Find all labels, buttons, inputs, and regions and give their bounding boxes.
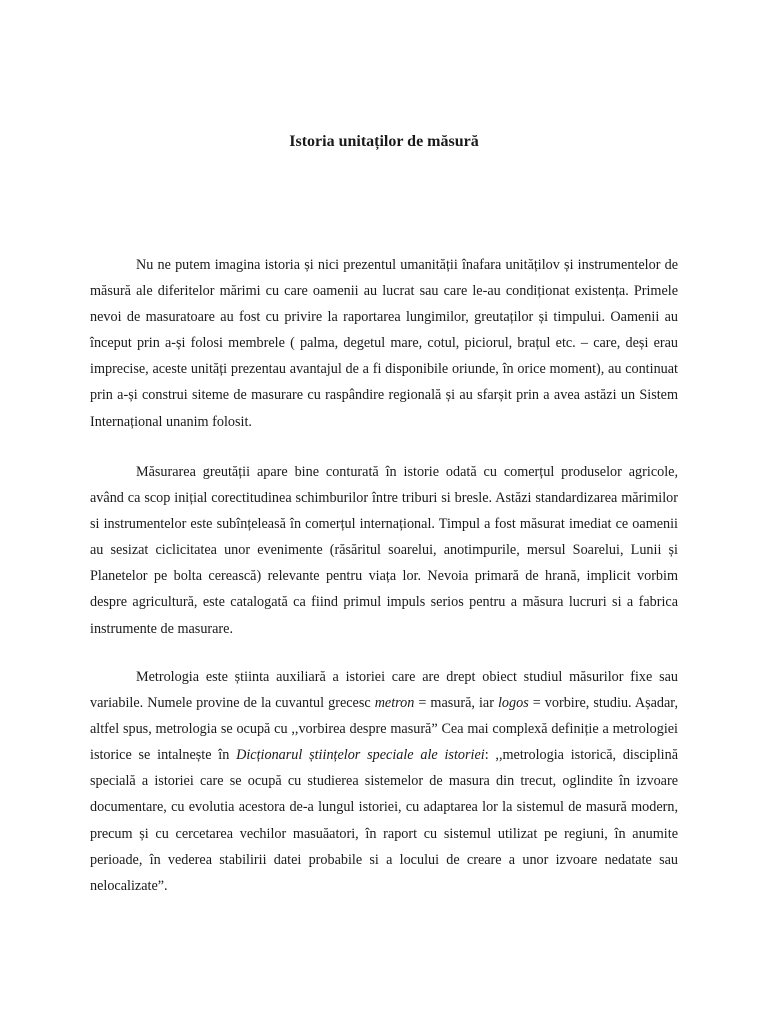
page-title: Istoria unitaților de măsură (289, 133, 479, 150)
paragraph-2: Măsurarea greutății apare bine conturată în istorie odată cu comerțul produselor agricole, având ca scop inițial corectitudinea schimburilor între triburi si bresle. Astăzi standardizarea mărimilor si instrumentelor este subînțeleasă în comerțul internațional. Timpul a fost măsurat imediat ce oamenii au sesizat ciclicitatea unor evenimente (răsăritul soarelui, anotimpurile, mersul Soarelui, Lunii și Planetelor pe bolta cerească) relevante pentru viața lor. Nevoia primară de hrană, implicit vorbim despre agricultură, este catalogată ca fiind primul impuls serios pentru a măsura lucruri si a fabrica instrumente de masurare. (90, 464, 678, 637)
term-logos: logos (497, 695, 529, 712)
paragraph-3-between: = masură, iar (414, 695, 498, 712)
paragraph-3 (90, 664, 678, 899)
dictionary-title: Dicționarul științelor speciale ale istoriei (236, 747, 485, 764)
paragraph-3-middle: = vorbire, studiu. Așadar, altfel spus, metrologia se ocupă cu ,,vorbirea despre masură” Cea mai complexă definiție a metrologiei istorice se intalnește în (90, 695, 679, 764)
paragraph-3-quote: : ,,metrologia istorică, disciplină specială a istoriei care se ocupă cu studierea sistemelor de masura din trecut, oglindite în izvoare documentare, cu evolutia acestora de-a lungul istoriei, cu adaptarea lor la sistemul de masură modern, precum și cu cercetarea vechilor masuăatori, în raport cu sistemul utilizat pe regiuni, în anumite perioade, în vederea stabilirii datei probabile si a locului de creare a unor izvoare nedatate sau nelocalizate”. (90, 747, 678, 894)
paragraph-3-intro: Metrologia este știinta auxiliară a istoriei care are drept obiect studiul măsurilor fixe sau variabile. Numele provine de la cuvantul grecesc (90, 669, 678, 712)
term-metron: metron (374, 695, 415, 712)
paragraph-1: Nu ne putem imagina istoria și nici prezentul umanității înafara unitățilov și instrumentelor de măsură ale diferitelor mărimi cu care oamenii au lucrat sau care le-au condiționat existența. Primele nevoi de masuratoare au fost cu privire la raportarea lungimilor, greutaților și timpului. Oamenii au început prin a-și folosi membrele ( palma, degetul mare, cotul, piciorul, brațul etc. – care, deși erau imprecise, aceste unități prezentau avantajul de a fi disponibile oriunde, în orice moment), au continuat prin a-și construi siteme de masurare cu raspândire regională și au sfarșit prin a avea astăzi un Sistem Internațional unanim folosit. (90, 257, 678, 430)
